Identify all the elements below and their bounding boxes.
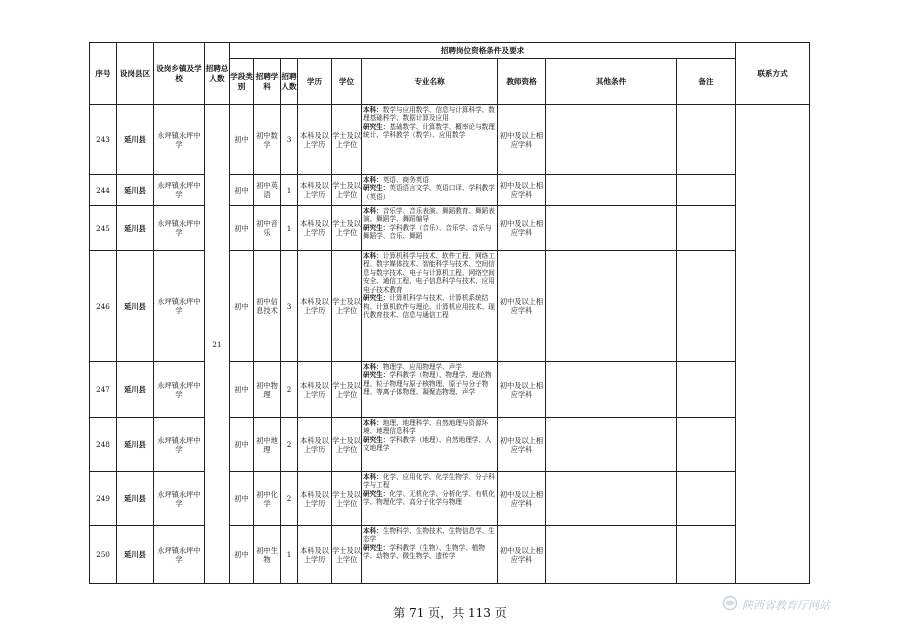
bachelor-label: 本科： xyxy=(363,106,383,114)
cell-seq: 243 xyxy=(90,105,117,175)
cell-education: 本科及以上学历 xyxy=(298,526,332,584)
grad-majors: 学科教学（音乐）、音乐学、音乐与舞蹈学、音乐、舞蹈 xyxy=(363,223,492,241)
grad-label: 研究生： xyxy=(363,543,390,552)
cell-subject: 初中英语 xyxy=(254,175,281,206)
cell-teacher-cert: 初中及以上相应学科 xyxy=(498,526,546,584)
header-level: 学段类别 xyxy=(230,59,254,105)
cell-town: 永坪镇永坪中学 xyxy=(154,105,205,175)
cell-teacher-cert: 初中及以上相应学科 xyxy=(498,105,546,175)
cell-level: 初中 xyxy=(230,251,254,362)
cell-town: 永坪镇永坪中学 xyxy=(154,251,205,362)
cell-other xyxy=(546,362,677,418)
cell-degree: 学士及以上学位 xyxy=(332,175,362,206)
table-row xyxy=(90,418,810,472)
table-row xyxy=(90,175,810,206)
cell-major xyxy=(362,418,498,472)
recruitment-table xyxy=(89,42,810,584)
cell-education: 本科及以上学历 xyxy=(298,175,332,206)
header-contact: 联系方式 xyxy=(736,43,810,105)
grad-label: 研究生： xyxy=(363,184,390,193)
cell-county: 延川县 xyxy=(117,472,154,526)
cell-subject: 初中生物 xyxy=(254,526,281,584)
cell-degree: 学士及以上学位 xyxy=(332,105,362,175)
header-subject: 招聘学科 xyxy=(254,59,281,105)
cell-major xyxy=(362,362,498,418)
header-group: 招聘岗位资格条件及要求 xyxy=(230,43,736,59)
cell-level: 初中 xyxy=(230,175,254,206)
cell-education: 本科及以上学历 xyxy=(298,418,332,472)
cell-town: 永坪镇永坪中学 xyxy=(154,175,205,206)
cell-remark xyxy=(677,472,736,526)
cell-county: 延川县 xyxy=(117,362,154,418)
cell-teacher-cert: 初中及以上相应学科 xyxy=(498,206,546,251)
cell-remark xyxy=(677,526,736,584)
cell-other xyxy=(546,175,677,206)
cell-level: 初中 xyxy=(230,105,254,175)
bachelor-majors: 化学、应用化学、化学生物学、分子科学与工程 xyxy=(363,473,495,490)
bachelor-label: 本科： xyxy=(363,176,383,184)
table-row xyxy=(90,206,810,251)
bachelor-majors: 地理、地理科学、自然地理与资源环境、地理信息科学 xyxy=(363,419,489,436)
cell-town: 永坪镇永坪中学 xyxy=(154,206,205,251)
cell-subject: 初中地理 xyxy=(254,418,281,472)
cell-education: 本科及以上学历 xyxy=(298,105,332,175)
cell-other xyxy=(546,105,677,175)
cell-subject: 初中信息技术 xyxy=(254,251,281,362)
bachelor-majors: 物理学、应用物理学、声学 xyxy=(382,363,462,371)
cell-subject: 初中化学 xyxy=(254,472,281,526)
cell-other xyxy=(546,251,677,362)
cell-count: 3 xyxy=(281,251,298,362)
grad-label: 研究生： xyxy=(363,371,390,380)
cell-major xyxy=(362,105,498,175)
bachelor-label: 本科： xyxy=(363,419,383,427)
cell-teacher-cert: 初中及以上相应学科 xyxy=(498,175,546,206)
cell-town: 永坪镇永坪中学 xyxy=(154,526,205,584)
cell-level: 初中 xyxy=(230,472,254,526)
cell-level: 初中 xyxy=(230,206,254,251)
cell-seq: 250 xyxy=(90,526,117,584)
bachelor-label: 本科： xyxy=(363,252,383,260)
bachelor-label: 本科： xyxy=(363,207,383,215)
grad-majors: 基础数学、计算数学、概率论与数理统计、学科教学（数学）、应用数学 xyxy=(363,122,495,140)
cell-town: 永坪镇永坪中学 xyxy=(154,418,205,472)
cell-seq: 248 xyxy=(90,418,117,472)
cell-contact xyxy=(736,105,810,584)
header-remark: 备注 xyxy=(677,59,736,105)
cell-county: 延川县 xyxy=(117,175,154,206)
header-degree: 学位 xyxy=(332,59,362,105)
cell-level: 初中 xyxy=(230,526,254,584)
table-row xyxy=(90,472,810,526)
grad-majors: 计算机科学与技术、计算机系统结构、计算机软件与理论、计算机应用技术、现代教育技术、信息与通信工程 xyxy=(363,294,495,320)
cell-count: 1 xyxy=(281,175,298,206)
header-major: 专业名称 xyxy=(362,59,498,105)
bachelor-majors: 音乐学、音乐表演、舞蹈教育、舞蹈表演、舞蹈学、舞蹈编导 xyxy=(363,207,495,224)
grad-majors: 化学、无机化学、分析化学、有机化学、物理化学、高分子化学与物理 xyxy=(363,489,495,507)
header-county: 设岗县区 xyxy=(117,43,154,105)
cell-seq: 246 xyxy=(90,251,117,362)
cell-remark xyxy=(677,105,736,175)
header-teacher-cert: 教师资格 xyxy=(498,59,546,105)
cell-degree: 学士及以上学位 xyxy=(332,472,362,526)
cell-count: 1 xyxy=(281,526,298,584)
cell-county: 延川县 xyxy=(117,251,154,362)
cell-town: 永坪镇永坪中学 xyxy=(154,472,205,526)
cell-other xyxy=(546,418,677,472)
cell-other xyxy=(546,472,677,526)
cell-remark xyxy=(677,206,736,251)
grad-majors: 英语语言文学、英语口译、学科教学（英语） xyxy=(363,184,495,201)
cell-major xyxy=(362,175,498,206)
grad-majors: 学科教学（地理）、自然地理学、人文地理学 xyxy=(363,435,492,453)
cell-remark xyxy=(677,418,736,472)
cell-major xyxy=(362,472,498,526)
header-education: 学历 xyxy=(298,59,332,105)
cell-teacher-cert: 初中及以上相应学科 xyxy=(498,472,546,526)
table-body xyxy=(90,105,810,584)
bachelor-label: 本科： xyxy=(363,363,383,371)
header-other: 其他条件 xyxy=(546,59,677,105)
cell-subject: 初中数学 xyxy=(254,105,281,175)
watermark-text: 陕西省教育厅网站 xyxy=(742,599,830,612)
header-town: 设岗乡镇及学校 xyxy=(154,43,205,105)
cell-count: 2 xyxy=(281,472,298,526)
cell-seq: 247 xyxy=(90,362,117,418)
cell-remark xyxy=(677,362,736,418)
table-row xyxy=(90,105,810,175)
grad-label: 研究生： xyxy=(363,223,390,232)
cell-seq: 249 xyxy=(90,472,117,526)
watermark-logo-icon xyxy=(721,595,739,611)
cell-degree: 学士及以上学位 xyxy=(332,362,362,418)
header-total: 招聘总人数 xyxy=(205,43,230,105)
cell-total: 21 xyxy=(205,105,230,584)
cell-teacher-cert: 初中及以上相应学科 xyxy=(498,418,546,472)
cell-county: 延川县 xyxy=(117,105,154,175)
table-row xyxy=(90,526,810,584)
bachelor-label: 本科： xyxy=(363,473,383,481)
grad-label: 研究生： xyxy=(363,489,390,498)
cell-count: 3 xyxy=(281,105,298,175)
cell-education: 本科及以上学历 xyxy=(298,362,332,418)
cell-count: 2 xyxy=(281,362,298,418)
cell-major xyxy=(362,251,498,362)
cell-other xyxy=(546,206,677,251)
header-count: 招聘人数 xyxy=(281,59,298,105)
grad-label: 研究生： xyxy=(363,435,390,444)
grad-label: 研究生： xyxy=(363,122,390,131)
cell-level: 初中 xyxy=(230,418,254,472)
cell-degree: 学士及以上学位 xyxy=(332,418,362,472)
cell-level: 初中 xyxy=(230,362,254,418)
bachelor-majors: 计算机科学与技术、软件工程、网络工程、数字媒体技术、智能科学与技术、空间信息与数字技术、电子与计算机工程、网络空间安全、通信工程、电子信息科学与技术、应用电子技术教育 xyxy=(363,252,495,294)
cell-count: 2 xyxy=(281,418,298,472)
cell-count: 1 xyxy=(281,206,298,251)
cell-degree: 学士及以上学位 xyxy=(332,251,362,362)
bachelor-majors: 数学与应用数学、信息与计算科学、数理基础科学、数据计算及应用 xyxy=(363,106,495,123)
cell-seq: 245 xyxy=(90,206,117,251)
bachelor-majors: 英语、商务英语 xyxy=(382,176,429,184)
bachelor-label: 本科： xyxy=(363,527,383,535)
cell-teacher-cert: 初中及以上相应学科 xyxy=(498,362,546,418)
cell-education: 本科及以上学历 xyxy=(298,251,332,362)
grad-majors: 学科教学（物理）、物理学、理论物理、粒子物理与原子核物理、原子与分子物理、等离子体物理、凝聚态物理、声学 xyxy=(363,371,492,397)
grad-majors: 学科教学（生物）、生物学、植物学、动物学、微生物学、遗传学 xyxy=(363,543,485,561)
bachelor-majors: 生物科学、生物技术、生物信息学、生态学 xyxy=(363,527,495,544)
cell-town: 永坪镇永坪中学 xyxy=(154,362,205,418)
cell-remark xyxy=(677,175,736,206)
header-seq: 序号 xyxy=(90,43,117,105)
cell-education: 本科及以上学历 xyxy=(298,206,332,251)
cell-county: 延川县 xyxy=(117,526,154,584)
cell-degree: 学士及以上学位 xyxy=(332,526,362,584)
cell-county: 延川县 xyxy=(117,206,154,251)
page-footer: 第 71 页，共 113 页 xyxy=(393,606,507,620)
table-row xyxy=(90,362,810,418)
grad-label: 研究生： xyxy=(363,294,390,303)
cell-education: 本科及以上学历 xyxy=(298,472,332,526)
cell-major xyxy=(362,526,498,584)
table-row xyxy=(90,251,810,362)
cell-teacher-cert: 初中及以上相应学科 xyxy=(498,251,546,362)
cell-remark xyxy=(677,251,736,362)
cell-seq: 244 xyxy=(90,175,117,206)
cell-other xyxy=(546,526,677,584)
cell-county: 延川县 xyxy=(117,418,154,472)
cell-subject: 初中音乐 xyxy=(254,206,281,251)
cell-subject: 初中物理 xyxy=(254,362,281,418)
cell-degree: 学士及以上学位 xyxy=(332,206,362,251)
cell-major xyxy=(362,206,498,251)
